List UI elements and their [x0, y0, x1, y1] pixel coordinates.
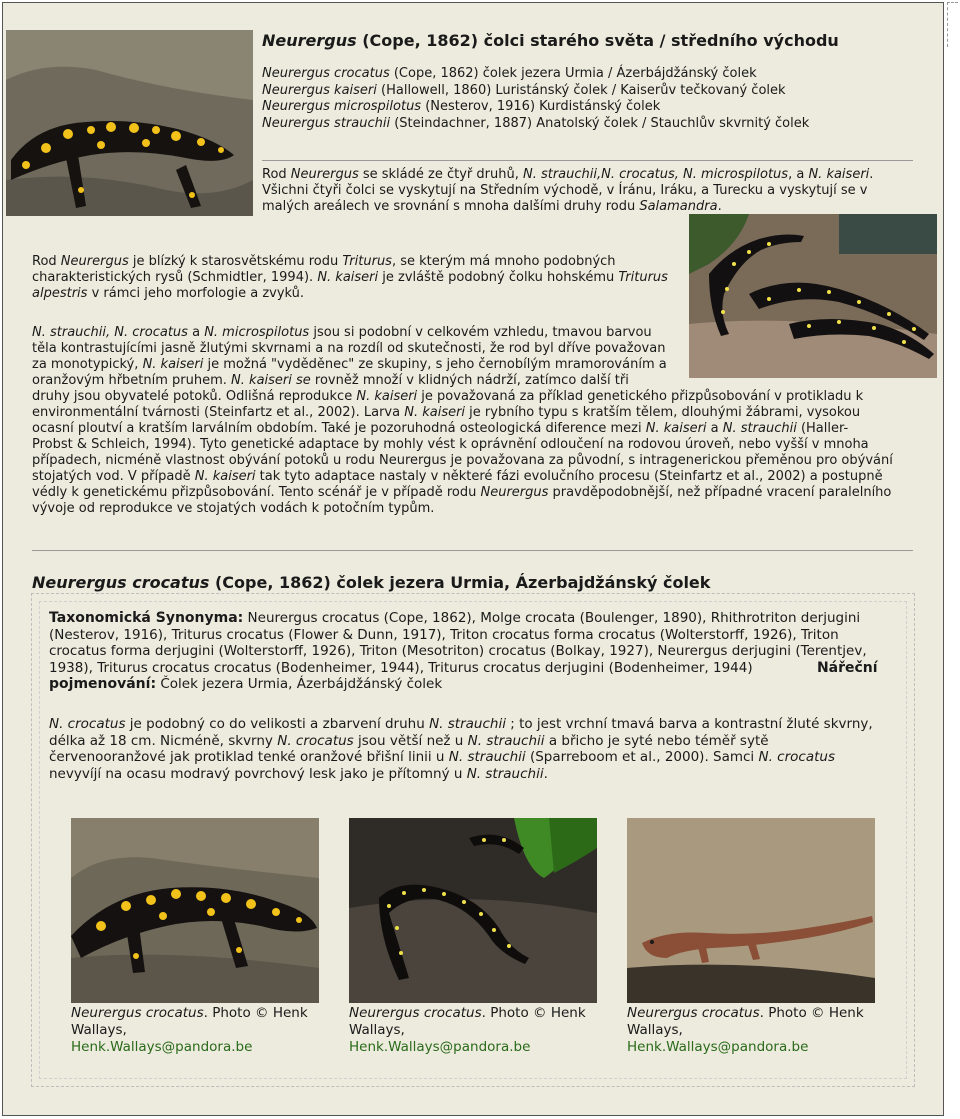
species-item-microspilotus: Neurergus microspilotus (Nesterov, 1916) Kurdistánský čolek [262, 99, 661, 114]
species-list [262, 66, 922, 132]
description-text: N. crocatus je podobný co do velikosti a zbarvení druhu N. strauchii ; to jest vrchní tmavá barva a kontrastní žluté skvrny, délka až 18 cm. Nicméně, skvrny N. crocatus jsou větší než u N. strauchii a břicho je syté nebo téměř sytě červenooranžové jak protiklad tenké oranžové břišní linii u N. strauchii (Sparreboom et al., 2000). Samci N. crocatus nevyvíjí na ocasu modravý povrchový lesk jako je přítomný u N. strauchii. [49, 716, 873, 782]
caption-1: Neurergus crocatus. Photo © Henk Wallays, Henk.Wallays@pandora.be [71, 1005, 308, 1055]
relationship-paragraph: Rod Neurergus je blízký k starosvětskému rodu Triturus, se kterým má mnoho podobných charakteristických rysů (Schmidtler, 1994). N. kaiseri je zvláště podobný čolku hohskému Triturus alpestris v rámci jeho morfologie a zvyků. [32, 254, 668, 301]
species-item-strauchii: Neurergus strauchii (Steindachner, 1887) Anatolský čolek / Stauchlův skvrnitý čolek [262, 115, 810, 131]
species-item-crocatus: Neurergus crocatus (Cope, 1862) čolek jezera Urmia / Ázerbájdžánský čolek [262, 66, 757, 81]
page-title: Neurergus (Cope, 1862) čolci starého světa / středního východu [262, 31, 839, 50]
photo-crocatus-1 [71, 818, 319, 1003]
synonyms-label: Taxonomická Synonyma: [49, 610, 244, 626]
photo-crocatus-2 [349, 818, 597, 1003]
email-link-2[interactable]: Henk.Wallays@pandora.be [349, 1039, 531, 1055]
section-title-crocatus: Neurergus crocatus (Cope, 1862) čolek jezera Urmia, Ázerbajdžánský čolek [32, 573, 711, 592]
corner-marker [947, 2, 958, 47]
caption-2: Neurergus crocatus. Photo © Henk Wallays, Henk.Wallays@pandora.be [349, 1005, 586, 1055]
adaptation-paragraph: N. strauchii, N. crocatus a N. microspilotus jsou si podobní v celkovém vzhledu, tmavou barvou těla kontrastujícími jasně žlutými skvrnami a na rozdíl od skutečnosti, že rod byl dříve považovan za monotypický, N. kaiseri je možná "vyděděnec" ze skupiny, s jeho černobílým mramorováním a oranžovým hřbetním pruhem. N. kaiseri se rovněž množí v klidných nádrží, zatímco další tři druhy jsou obyvatelé potoků. Odlišná reprodukce N. kaiseri je považovaná za příklad genetického přizpůsobování v protikladu k environmentální tvárnosti (Steinfartz et al., 2002). Larva N. kaiseri je rybního typu s kratším tělem, dlouhými žábrami, vysokou ocasní ploutví a kratším larválním obdobím. Také je pozoruhodná osteologická diference mezi N. kaiseri a N. strauchii (Haller- Probst & Schleich, 1994). Tyto genetické adaptace by mohly vést k oprávnění odloučení na rodovou úroveň, nebo vyšší v mnoha případech, nicméně vlastnost obývání potoků u rodu Neurergus je považovana za původní, s intragenerickou přeměnou pro obývání stojatých vod. V případě N. kaiseri tak tyto adaptace nastaly v některé fázi evolučního procesu (Steinfartz et al., 2002) a postupně védly k genetickému přizpůsobování. Tento scénář je v případě rodu Neurergus pravděpodobnější, než případné vracení paralelního vývoje od reprodukce ve stojatých vodách k potočním typům. [32, 325, 893, 516]
dialect-label: Nářeční pojmenování: [49, 659, 878, 693]
divider-middle [32, 550, 913, 551]
species-item-kaiseri: Neurergus kaiseri (Hallowell, 1860) Luristánský čolek / Kaiserův tečkovaný čolek [262, 82, 786, 98]
divider-top [262, 160, 913, 161]
photo-crocatus-larva [627, 818, 875, 1003]
caption-3: Neurergus crocatus. Photo © Henk Wallays, Henk.Wallays@pandora.be [627, 1005, 864, 1055]
email-link-1[interactable]: Henk.Wallays@pandora.be [71, 1039, 253, 1055]
intro-paragraph: Rod Neurergus se skládé ze čtyř druhů, N. strauchii,N. crocatus, N. microspilotus, a N. kaiseri. Všichni čtyři čolci se vyskytují na Středním východě, v Íránu, Iráku, a Turecku a vyskytují se v malých areálech ve srovnání s mnoha dalšími druhy rodu Salamandra. [262, 167, 874, 214]
synonyms-text: Taxonomická Synonyma: Neurergus crocatus (Cope, 1862), Molge crocata (Boulenger, 1890), Rhithrotriton derjugini (Nesterov, 1916), Triturus crocatus (Flower & Dunn, 1917), Triton crocatus forma crocatus (Wolterstorff, 1926), Triton crocatus forma derjugini (Wolterstorff, 1926), Triton (Mesotriton) crocatus (Bolkay, 1927), Neurergus derjugini (Terentjev, 1938), Triturus crocatus crocatus (Bodenheimer, 1944), Triturus crocatus derjugini (Bodenheimer, 1944) Nářeční pojmenování: Čolek jezera Urmia, Ázerbájdžánský čolek [49, 610, 878, 693]
email-link-3[interactable]: Henk.Wallays@pandora.be [627, 1039, 809, 1055]
photo-crocatus-top [6, 30, 253, 216]
